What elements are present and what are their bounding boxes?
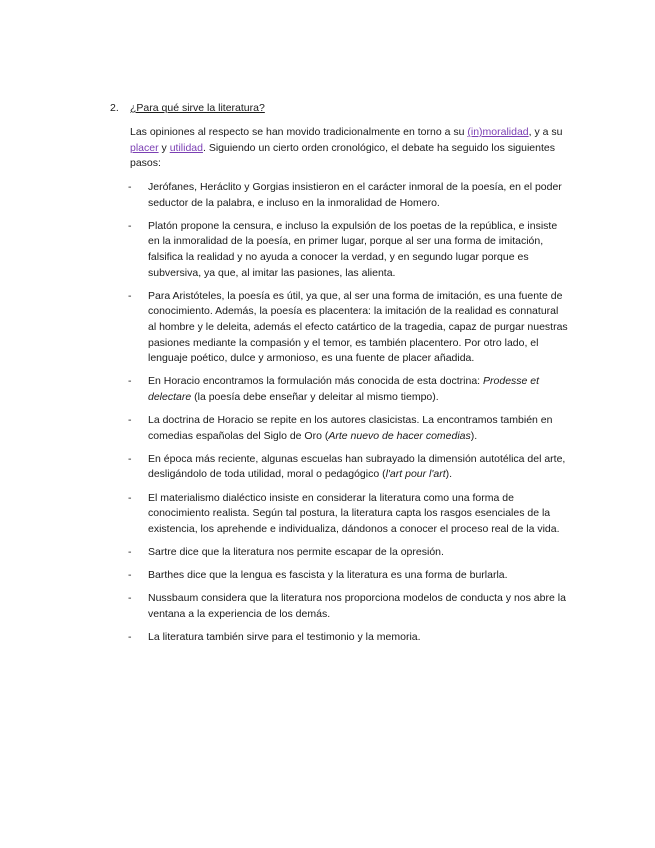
- bullet-dash: -: [128, 375, 132, 388]
- placer-highlight: placer: [130, 141, 159, 154]
- bullet-list: [128, 180, 568, 653]
- bullet-dash: -: [128, 631, 132, 644]
- list-item: [128, 413, 568, 444]
- list-item: [128, 219, 568, 281]
- inmoralidad-highlight: (in)moralidad: [467, 126, 529, 138]
- bullet-dash: -: [128, 181, 132, 193]
- list-item: [128, 289, 568, 367]
- list-item-text: Sartre dice que la literatura nos permite escapar de la opresión.: [148, 546, 444, 559]
- intro-text-2: , y a su: [528, 126, 563, 138]
- bullet-dash: -: [128, 569, 132, 582]
- list-item-italic: Prodesse et delectare: [148, 375, 540, 403]
- list-item: [128, 374, 568, 405]
- intro-text-1: Las opiniones al respecto se han movido tradicionalmente en torno a su: [130, 126, 468, 138]
- list-item-text-end: ).: [445, 468, 453, 481]
- intro-text-3: y: [158, 141, 170, 154]
- list-item: [128, 568, 568, 584]
- section-heading: [110, 101, 265, 115]
- section-number: 2.: [110, 102, 119, 114]
- list-item-text: La doctrina de Horacio se repite en los autores clasicistas. La encontramos también en comedias españolas del Siglo de Oro (: [148, 414, 553, 442]
- list-item: [128, 545, 568, 561]
- list-item: [128, 180, 568, 211]
- list-item-text: Nussbaum considera que la literatura nos proporciona modelos de conducta y nos abre la ventana a la experiencia de los demás.: [148, 592, 566, 620]
- list-item-text-end: ).: [470, 429, 478, 442]
- list-item-text: En Horacio encontramos la formulación más conocida de esta doctrina:: [148, 375, 484, 388]
- list-item-text: Jerófanes, Heráclito y Gorgias insistieron en el carácter inmoral de la poesía, en el poder seductor de la palabra, e incluso en la inmoralidad de Homero.: [148, 181, 562, 209]
- list-item: [128, 452, 568, 483]
- utilidad-highlight: utilidad: [169, 141, 203, 154]
- bullet-dash: -: [128, 452, 132, 465]
- section-title: ¿Para qué sirve la literatura?: [130, 102, 265, 114]
- list-item: [128, 591, 568, 622]
- bullet-dash: -: [128, 414, 132, 427]
- bullet-dash: -: [128, 592, 132, 605]
- list-item-italic: Arte nuevo de hacer comedias: [328, 429, 471, 442]
- bullet-dash: -: [128, 491, 132, 504]
- list-item: [128, 491, 568, 538]
- list-item-text: Platón propone la censura, e incluso la expulsión de los poetas de la república, e insiste en la inmoralidad de la poesía, en primer lugar, porque al ser una forma de imitación, falsifica la realidad y no ayuda a conocer la verdad, y en segundo lugar porque es subversiva, ya que, al imitar las pasiones, las alienta.: [148, 219, 558, 279]
- list-item-italic: l'art pour l'art: [385, 468, 446, 481]
- list-item-text-end: (la poesía debe enseñar y deleitar al mismo tiempo).: [191, 390, 439, 403]
- bullet-dash: -: [128, 546, 132, 559]
- intro-text-4: . Siguiendo un cierto orden cronológico, el debate ha seguido los siguientes pasos:: [130, 141, 555, 170]
- bullet-dash: -: [128, 219, 132, 232]
- list-item-text: Para Aristóteles, la poesía es útil, ya que, al ser una forma de imitación, es una fuente de conocimiento. Además, la poesía es placentera: la imitación de la realidad es connatural al hombre y le deleita, además el efecto catártico de la tragedia, capaz de purgar nuestras pasiones mediante la compasión y el temor, es también placentero. Por otro lado, el lenguaje poético, dulce y armonioso, es una fuente de placer añadida.: [148, 289, 568, 365]
- list-item-text: Barthes dice que la lengua es fascista y la literatura es una forma de burlarla.: [148, 569, 508, 582]
- list-item-text: El materialismo dialéctico insiste en considerar la literatura como una forma de conocimiento realista. Según tal postura, la literatura capta los rasgos esenciales de la existencia, los aprehende e individualiza, dándonos a conocer el proceso real de la vida.: [148, 491, 560, 535]
- list-item-text: La literatura también sirve para el testimonio y la memoria.: [148, 631, 421, 644]
- list-item-text: En época más reciente, algunas escuelas han subrayado la dimensión autotélica del arte, desligándolo de toda utilidad, moral o pedagógico (: [148, 452, 566, 481]
- intro-paragraph: [130, 125, 570, 172]
- list-item: [128, 630, 568, 646]
- bullet-dash: -: [128, 289, 132, 302]
